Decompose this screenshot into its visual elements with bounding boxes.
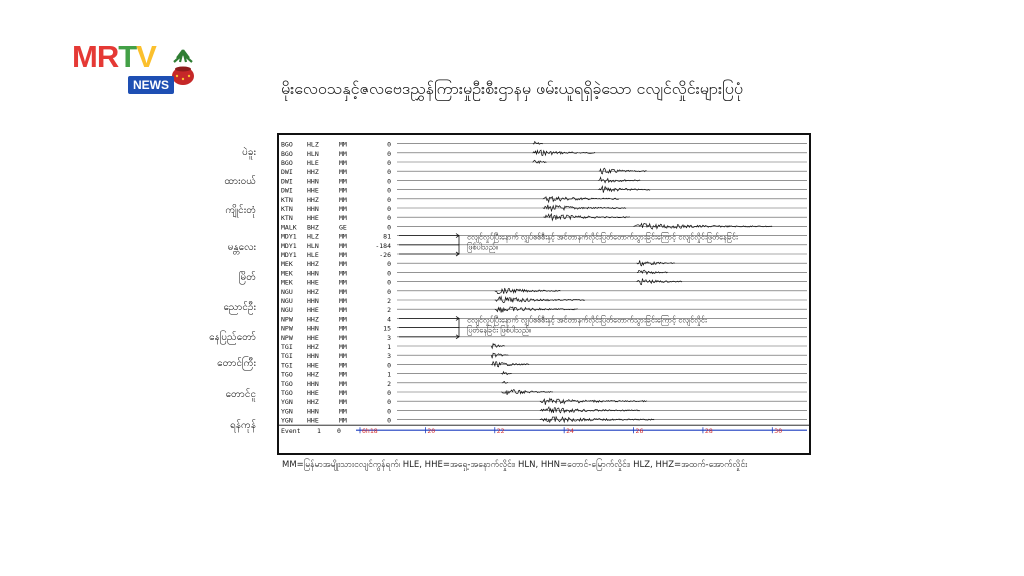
trace-value: 4 — [387, 315, 391, 324]
trace-row — [281, 177, 807, 185]
trace-value: -184 — [375, 241, 391, 250]
trace-channel: HHZ — [307, 315, 319, 324]
seismogram-svg — [279, 135, 809, 453]
outage-annotation — [399, 233, 738, 256]
trace-network: MM — [339, 416, 347, 425]
event-value: 0 — [337, 427, 341, 436]
trace-channel: HHN — [307, 205, 319, 213]
trace-station: KTN — [281, 195, 293, 204]
trace-channel: HLE — [307, 251, 319, 259]
trace-station: BGO — [281, 159, 293, 167]
station-label: ပဲခူး — [242, 147, 256, 158]
trace-value: 1 — [387, 343, 391, 351]
trace-station: TGO — [281, 379, 293, 388]
trace-channel: HHZ — [307, 168, 319, 177]
trace-channel: HLN — [307, 241, 319, 250]
trace-network: GE — [339, 223, 347, 232]
trace-channel: HHZ — [307, 195, 319, 204]
trace-row — [281, 325, 807, 333]
event-axis — [279, 425, 809, 435]
trace-row — [281, 389, 807, 397]
time-tick-label: 22 — [496, 427, 505, 436]
trace-row — [281, 141, 807, 149]
annotation-text: ပြတ်နေခြင်း ဖြစ်ပါသည်။ — [467, 325, 532, 335]
trace-waveform — [540, 407, 640, 413]
trace-channel: HHN — [307, 379, 319, 388]
trace-row — [281, 223, 807, 231]
trace-station: DWI — [281, 186, 293, 195]
logo-letter: V — [136, 39, 156, 74]
trace-channel: HHN — [307, 324, 319, 333]
trace-row — [281, 288, 807, 296]
station-label: ထားဝယ် — [224, 176, 256, 187]
trace-value: 0 — [387, 223, 391, 232]
trace-station: YGN — [281, 407, 293, 416]
trace-value: 0 — [387, 159, 391, 167]
trace-channel: HLN — [307, 149, 319, 158]
trace-channel: HHZ — [307, 260, 319, 269]
trace-station: BGO — [281, 149, 293, 158]
logo-text — [72, 40, 156, 74]
trace-network: MM — [339, 149, 347, 158]
trace-network: MM — [339, 343, 347, 351]
trace-network: MM — [339, 324, 347, 333]
station-label: ကျိုင်းတုံ — [225, 205, 256, 216]
time-tick-label: 26 — [635, 427, 644, 436]
trace-waveform — [495, 297, 585, 303]
trace-network: MM — [339, 407, 347, 416]
trace-station: KTN — [281, 214, 293, 223]
trace-channel: BHZ — [307, 223, 319, 232]
trace-station: MEK — [281, 269, 293, 278]
logo-letter: M — [72, 39, 97, 74]
trace-station: TGO — [281, 370, 293, 379]
legend-caption: MM=မြန်မာအမျိုးသားငလျင်ကွန်ရက်၊ HLE, HHE=အရှေ့-အနောက်လှိုင်း၊ HLN, HHN=တောင်-မြောက်လှိုင်း၊ HLZ, HHZ=အထက်-အောက်လှိုင်း — [282, 460, 748, 470]
trace-network: MM — [339, 352, 347, 361]
trace-row — [281, 343, 807, 351]
trace-row — [281, 260, 807, 268]
time-tick-label: 24 — [566, 427, 574, 436]
trace-station: NPW — [281, 315, 293, 324]
trace-value: 0 — [387, 398, 391, 407]
event-value: 1 — [317, 427, 321, 436]
outage-annotation — [399, 315, 707, 338]
trace-value: 0 — [387, 287, 391, 296]
trace-network: MM — [339, 361, 347, 370]
time-tick-label: 6h18 — [362, 427, 378, 436]
trace-station: MEK — [281, 278, 293, 287]
trace-network: MM — [339, 398, 347, 407]
trace-row — [281, 380, 807, 388]
trace-station: DWI — [281, 168, 293, 177]
annotation-bracket — [399, 236, 459, 254]
trace-station: MDY1 — [281, 251, 297, 259]
trace-row — [281, 196, 807, 204]
annotation-bracket — [399, 318, 459, 336]
trace-row — [281, 150, 807, 158]
event-label: Event — [281, 427, 301, 436]
trace-value: 1 — [387, 370, 391, 379]
trace-network: MM — [339, 260, 347, 269]
trace-network: MM — [339, 214, 347, 223]
station-label: နေပြည်တော် — [209, 332, 256, 343]
trace-value: 0 — [387, 205, 391, 213]
trace-network: MM — [339, 186, 347, 195]
trace-station: DWI — [281, 177, 293, 186]
trace-network: MM — [339, 232, 347, 241]
trace-network: MM — [339, 370, 347, 379]
trace-value: 2 — [387, 297, 391, 305]
trace-value: 0 — [387, 140, 391, 149]
trace-waveform — [540, 398, 647, 404]
seismogram-chart — [277, 133, 811, 455]
trace-row — [281, 186, 807, 194]
trace-network: MM — [339, 389, 347, 397]
station-label: မြိတ် — [238, 272, 256, 283]
trace-network: MM — [339, 269, 347, 278]
trace-value: 0 — [387, 214, 391, 223]
trace-waveform — [543, 197, 619, 202]
trace-network: MM — [339, 333, 347, 342]
trace-station: NGU — [281, 287, 293, 296]
trace-value: 0 — [387, 389, 391, 397]
trace-station: MDY1 — [281, 241, 297, 250]
trace-value: 0 — [387, 168, 391, 177]
trace-channel: HHN — [307, 297, 319, 305]
trace-channel: HHN — [307, 352, 319, 361]
trace-row — [281, 417, 807, 425]
trace-network: MM — [339, 251, 347, 259]
time-tick-label: 30 — [774, 427, 783, 436]
trace-row — [281, 407, 807, 415]
trace-row — [281, 205, 807, 213]
trace-station: TGI — [281, 352, 293, 361]
trace-value: 0 — [387, 278, 391, 287]
trace-network: MM — [339, 159, 347, 167]
trace-channel: HLZ — [307, 232, 319, 241]
trace-value: 0 — [387, 195, 391, 204]
trace-network: MM — [339, 177, 347, 186]
trace-waveform — [491, 353, 508, 358]
trace-network: MM — [339, 287, 347, 296]
trace-waveform — [502, 381, 508, 383]
trace-waveform — [502, 372, 512, 375]
trace-station: MEK — [281, 260, 293, 269]
trace-network: MM — [339, 140, 347, 149]
trace-row — [281, 352, 807, 360]
trace-row — [281, 361, 807, 369]
annotation-text: ငလျင်လှုပ်ပြီးနောက် လျှပ်စစ်စီးနှင့် အင်တာနက်လိုင်းပြတ်တောက်သွားခြင်းကြောင့် ငလျင်လှိုင်းဖြတ်နေခြင်း — [467, 232, 738, 242]
logo-letter: T — [118, 39, 137, 74]
trace-channel: HLZ — [307, 140, 319, 149]
trace-channel: HHE — [307, 214, 319, 223]
trace-channel: HHE — [307, 306, 319, 315]
trace-network: MM — [339, 315, 347, 324]
trace-channel: HHN — [307, 177, 319, 186]
trace-value: 0 — [387, 269, 391, 278]
trace-channel: HHZ — [307, 370, 319, 379]
news-badge: NEWS — [128, 76, 174, 94]
station-label: မန္တလေး — [227, 242, 256, 253]
annotation-text: ငလျင်လှုပ်ပြီးနောက် လျှပ်စစ်စီးနှင့် အင်တာနက်လိုင်းပြတ်တောက်သွားခြင်းကြောင့် ငလျင်လှိုင်း — [467, 315, 707, 325]
trace-row — [281, 269, 807, 277]
trace-station: NGU — [281, 297, 293, 305]
trace-row — [281, 242, 807, 250]
trace-value: 0 — [387, 186, 391, 195]
trace-value: 15 — [383, 324, 391, 333]
trace-station: MALK — [281, 223, 297, 232]
trace-row — [281, 398, 807, 406]
trace-row — [281, 297, 807, 305]
time-tick-label: 20 — [427, 427, 436, 436]
trace-channel: HHE — [307, 186, 319, 195]
trace-station: NPW — [281, 333, 293, 342]
trace-network: MM — [339, 379, 347, 388]
time-tick-label: 28 — [704, 427, 713, 436]
trace-value: 0 — [387, 177, 391, 186]
trace-row — [281, 168, 807, 176]
trace-waveform — [495, 307, 578, 313]
trace-channel: HHE — [307, 416, 319, 425]
trace-value: 2 — [387, 379, 391, 388]
trace-station: TGI — [281, 361, 293, 370]
trace-station: MDY1 — [281, 232, 297, 241]
trace-value: 3 — [387, 352, 391, 361]
trace-value: -26 — [379, 251, 391, 259]
trace-station: NPW — [281, 324, 293, 333]
trace-channel: HHE — [307, 389, 319, 397]
trace-waveform — [599, 177, 640, 182]
trace-value: 81 — [383, 232, 391, 241]
trace-station: NGU — [281, 306, 293, 315]
trace-channel: HHZ — [307, 287, 319, 296]
trace-network: MM — [339, 168, 347, 177]
trace-channel: HHN — [307, 269, 319, 278]
trace-network: MM — [339, 241, 347, 250]
trace-value: 0 — [387, 416, 391, 425]
trace-channel: HHZ — [307, 343, 319, 351]
trace-network: MM — [339, 306, 347, 315]
trace-value: 0 — [387, 260, 391, 269]
station-label: တောင်ကြီး — [217, 358, 256, 369]
trace-row — [281, 334, 807, 342]
trace-network: MM — [339, 297, 347, 305]
trace-row — [281, 279, 807, 287]
trace-channel: HHE — [307, 361, 319, 370]
trace-channel: HLE — [307, 159, 319, 167]
annotation-text: ဖြစ်ပါသည်။ — [467, 242, 498, 252]
trace-station: YGN — [281, 416, 293, 425]
trace-row — [281, 251, 807, 259]
trace-value: 0 — [387, 407, 391, 416]
trace-network: MM — [339, 195, 347, 204]
trace-station: KTN — [281, 205, 293, 213]
trace-row — [281, 159, 807, 167]
trace-row — [281, 214, 807, 222]
page-title: မိုးလေဝသနှင့်ဇလဗေဒညွှန်ကြားမှုဦးစီးဌာနမှ ဖမ်းယူရရှိခဲ့သော ငလျင်လှိုင်းများပြပုံ — [281, 79, 743, 98]
trace-station: TGO — [281, 389, 293, 397]
logo-letter: R — [96, 39, 119, 74]
station-label: ရန်ကုန် — [230, 420, 256, 431]
trace-row — [281, 371, 807, 379]
station-label: တောင်ငူ — [225, 389, 256, 400]
trace-waveform — [637, 279, 682, 285]
trace-value: 0 — [387, 361, 391, 370]
trace-station: YGN — [281, 398, 293, 407]
trace-network: MM — [339, 278, 347, 287]
trace-station: BGO — [281, 140, 293, 149]
trace-channel: HHN — [307, 407, 319, 416]
trace-channel: HHE — [307, 278, 319, 287]
trace-station: TGI — [281, 343, 293, 351]
trace-value: 0 — [387, 149, 391, 158]
trace-value: 3 — [387, 333, 391, 342]
trace-value: 2 — [387, 306, 391, 315]
trace-row — [281, 306, 807, 314]
station-labels — [150, 0, 256, 576]
trace-network: MM — [339, 205, 347, 213]
trace-channel: HHE — [307, 333, 319, 342]
station-label: ညောင်ဦး — [223, 302, 256, 313]
trace-channel: HHZ — [307, 398, 319, 407]
trace-waveform — [502, 390, 553, 395]
